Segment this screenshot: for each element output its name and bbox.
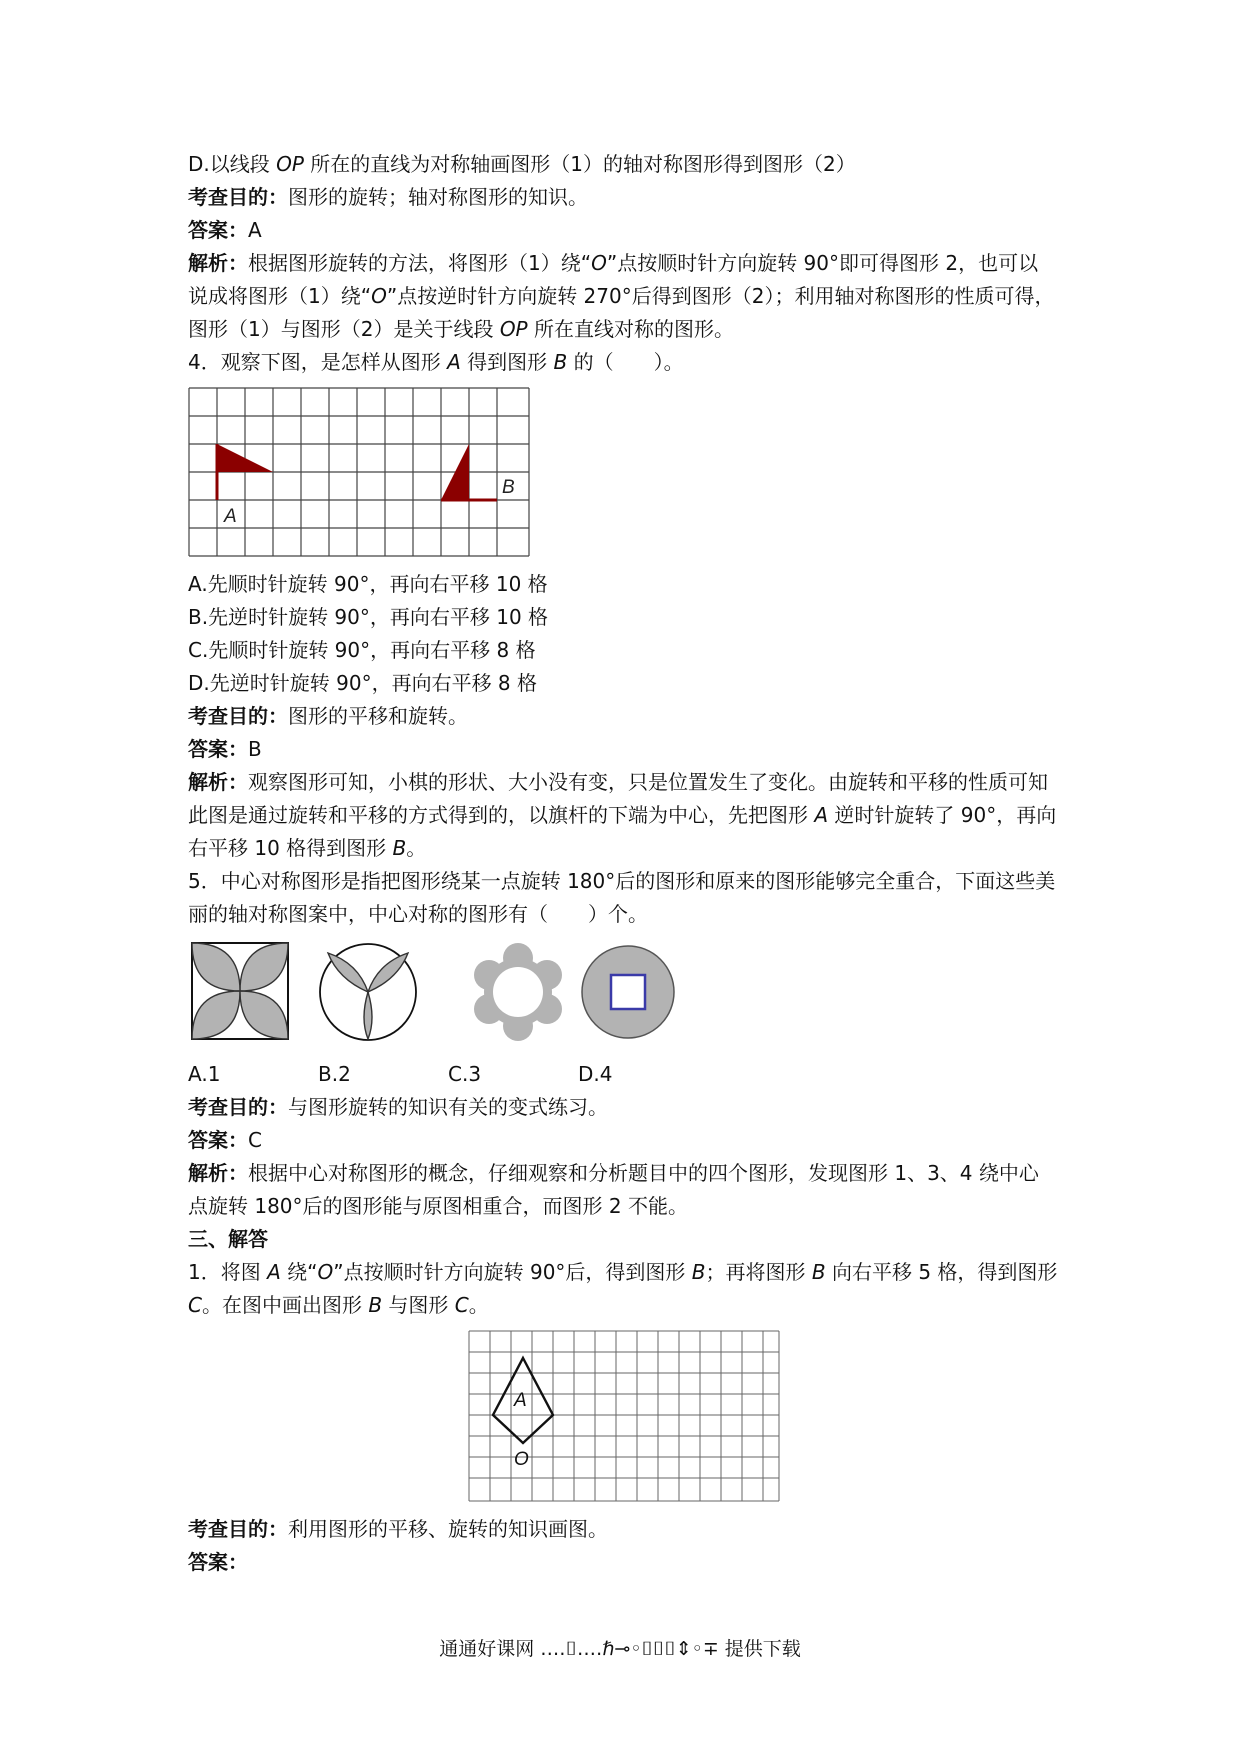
q5-choice-c: C.3 [448, 1062, 482, 1086]
q3-answer: 答案：A [188, 218, 262, 242]
q4-option-a: A.先顺时针旋转 90°，再向右平移 10 格 [188, 572, 548, 596]
pattern-3 [474, 943, 562, 1041]
pattern-1 [192, 943, 288, 1039]
s3-purpose: 考查目的：利用图形的平移、旋转的知识画图。 [188, 1517, 608, 1541]
q4-grid-figure [188, 387, 1058, 562]
q3-purpose: 考查目的：图形的旋转；轴对称图形的知识。 [188, 185, 588, 209]
q5-stem: 5．中心对称图形是指把图形绕某一点旋转 180°后的图形和原来的图形能够完全重合，下面这些美丽的轴对称图案中，中心对称的图形有（ ）个。 [188, 869, 1056, 926]
label-o: O [514, 1449, 529, 1470]
q5-choices [188, 1058, 708, 1091]
q4-option-b: B.先逆时针旋转 90°，再向右平移 10 格 [188, 605, 549, 629]
label-b: B [502, 477, 515, 498]
q5-choice-b: B.2 [318, 1062, 351, 1086]
s3-answer-label: 答案： [188, 1550, 248, 1574]
s3-grid-svg [468, 1330, 780, 1502]
q4-purpose: 考查目的：图形的平移和旋转。 [188, 704, 468, 728]
q4-stem: 4．观察下图，是怎样从图形 A 得到图形 B 的（ ）。 [188, 350, 684, 374]
q5-answer: 答案：C [188, 1128, 262, 1152]
q3-analysis: 解析：根据图形旋转的方法，将图形（1）绕“O”点按顺时针方向旋转 90°即可得图形 2，也可以说成将图形（1）绕“O”点按逆时针方向旋转 270°后得到图形（2）；利用轴对称图形的性质可得，图形（1）与图形（2）是关于线段 OP 所在直线对称的图形。 [188, 251, 1055, 341]
s3-grid-lines [469, 1331, 779, 1501]
q5-analysis: 解析：根据中心对称图形的概念，仔细观察和分析题目中的四个图形，发现图形 1、3、4 绕中心点旋转 180°后的图形能与原图相重合，而图形 2 不能。 [188, 1161, 1039, 1218]
q5-patterns-svg [188, 939, 678, 1047]
q5-choice-a: A.1 [188, 1062, 221, 1086]
q4-grid-svg [188, 387, 530, 557]
q5-choice-d: D.4 [578, 1062, 613, 1086]
pattern-4 [582, 946, 674, 1038]
s3-q1-stem: 1．将图 A 绕“O”点按顺时针方向旋转 90°后，得到图形 B；再将图形 B 向右平移 5 格，得到图形 C。在图中画出图形 B 与图形 C。 [188, 1260, 1058, 1317]
q3-option-d: D.以线段 OP 所在的直线为对称轴画图形（1）的轴对称图形得到图形（2） [188, 152, 856, 176]
label-a-s3: A [514, 1390, 527, 1411]
q4-answer: 答案：B [188, 737, 262, 761]
footer-text: 通通好课网 ‥‥⌷‥‥ℏ⊸◦⌷⌷⌷⇕◦∓ 提供下载 [439, 1638, 801, 1660]
document-page [188, 148, 1058, 1579]
s3-grid-figure [468, 1330, 1058, 1507]
q4-option-d: D.先逆时针旋转 90°，再向右平移 8 格 [188, 671, 538, 695]
q4-option-c: C.先顺时针旋转 90°，再向右平移 8 格 [188, 638, 536, 662]
pattern-2 [320, 944, 416, 1040]
section-heading: 三、解答 [188, 1227, 268, 1251]
q4-analysis: 解析：观察图形可知，小棋的形状、大小没有变，只是位置发生了变化。由旋转和平移的性质可知此图是通过旋转和平移的方式得到的，以旗杆的下端为中心，先把图形 A 逆时针旋转了 90°，再向右平移 10 格得到图形 B。 [188, 770, 1057, 860]
q5-patterns-figure [188, 939, 1058, 1052]
label-a: A [224, 506, 237, 527]
q5-purpose: 考查目的：与图形旋转的知识有关的变式练习。 [188, 1095, 608, 1119]
